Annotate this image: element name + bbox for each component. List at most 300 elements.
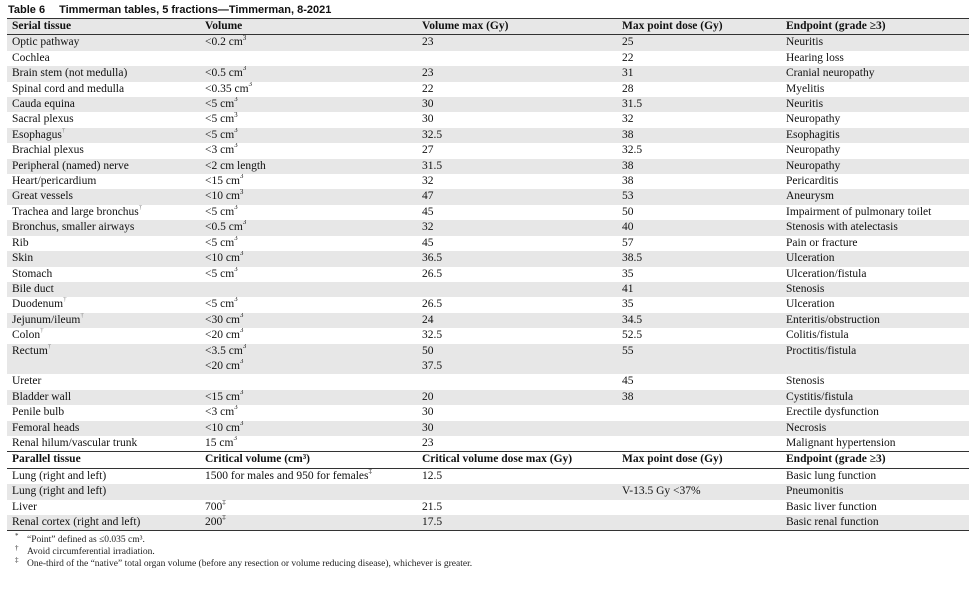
table-cell [417, 515, 617, 531]
superscript: 3 [239, 328, 244, 335]
footnote-text: Avoid circumferential irradiation. [27, 547, 155, 558]
table-cell [417, 236, 617, 251]
column-header-text: Max point dose (Gy) [622, 453, 723, 466]
cell-text: 24 [422, 313, 434, 326]
table-cell [781, 500, 969, 515]
table-title [7, 2, 969, 18]
superscript: † [80, 312, 84, 319]
cell-text: 20 [422, 390, 434, 403]
table-body [7, 19, 969, 531]
table-cell [417, 267, 617, 282]
table-cell [7, 359, 200, 374]
cell-text: Ulceration [786, 298, 835, 311]
table-cell [617, 159, 781, 174]
cell-text: Renal cortex (right and left) [12, 516, 141, 528]
cell-text: 55 [622, 344, 634, 357]
table-cell [200, 128, 417, 143]
table-row [7, 297, 969, 312]
table-row [7, 174, 969, 189]
table-cell [417, 328, 617, 343]
table-cell [781, 97, 969, 112]
dose-constraint-table [7, 18, 969, 531]
cell-text: Basic liver function [786, 500, 877, 513]
cell-text: Neuropathy [786, 113, 841, 126]
cell-text: <5 cm [205, 236, 235, 249]
table-cell [200, 82, 417, 97]
cell-text: 50 [622, 205, 634, 218]
table-cell [781, 35, 969, 51]
cell-text: 17.5 [422, 516, 443, 528]
table-cell [617, 205, 781, 220]
table-cell [781, 328, 969, 343]
cell-text: Rectum [12, 344, 48, 357]
table-cell [781, 205, 969, 220]
superscript: 3 [239, 251, 244, 258]
table-cell [781, 174, 969, 189]
cell-text: <5 cm [205, 267, 235, 280]
cell-text: Erectile dysfunction [786, 406, 879, 419]
superscript: 3 [239, 420, 244, 427]
table-cell [200, 344, 417, 359]
table-cell [617, 174, 781, 189]
table-cell [200, 112, 417, 127]
table-cell [7, 174, 200, 189]
table-cell [781, 251, 969, 266]
table-cell [617, 515, 781, 531]
column-header-text: Parallel tissue [12, 453, 81, 466]
superscript: 3 [234, 112, 238, 119]
cell-text: 38.5 [622, 252, 643, 265]
table-cell [617, 421, 781, 436]
table-row [7, 128, 969, 143]
cell-text: <0.2 cm [205, 36, 243, 49]
table-cell [617, 390, 781, 405]
table-cell [617, 282, 781, 297]
table-cell [200, 189, 417, 204]
column-header-text: Volume max (Gy) [422, 20, 509, 32]
table-cell [417, 359, 617, 374]
cell-text: 32 [622, 113, 634, 126]
table-cell [417, 374, 617, 389]
cell-text: Optic pathway [12, 36, 80, 49]
table-cell [781, 515, 969, 531]
cell-text: 30 [422, 406, 434, 419]
cell-text: Heart/pericardium [12, 175, 97, 188]
cell-text: <10 cm [205, 252, 240, 265]
column-header [617, 452, 781, 468]
superscript: 3 [234, 127, 238, 135]
cell-text: 31.5 [622, 98, 643, 111]
table-cell [781, 390, 969, 405]
cell-text: 25 [622, 36, 634, 49]
cell-text: <0.5 cm [205, 67, 243, 80]
cell-text: Femoral heads [12, 421, 80, 434]
superscript: ‡ [222, 515, 226, 522]
table-cell [617, 128, 781, 143]
cell-text: 41 [622, 282, 634, 295]
cell-text: 38 [622, 128, 634, 141]
cell-text: Renal hilum/vascular trunk [12, 436, 138, 449]
superscript: 3 [239, 389, 244, 396]
cell-text: 30 [422, 421, 434, 434]
cell-text: 32.5 [422, 128, 443, 141]
table-cell [617, 436, 781, 452]
table-row [7, 515, 969, 531]
cell-text: <5 cm [205, 298, 235, 311]
table-cell [781, 267, 969, 282]
table-cell [781, 484, 969, 499]
table-cell [7, 390, 200, 405]
cell-text: 38 [622, 159, 634, 172]
table-cell [781, 143, 969, 158]
cell-text: 22 [422, 82, 434, 95]
table-cell [200, 174, 417, 189]
cell-text: Esophagus [12, 128, 62, 141]
table-cell [7, 220, 200, 235]
cell-text: 23 [422, 67, 434, 80]
table-cell [417, 421, 617, 436]
cell-text: Great vessels [12, 190, 73, 203]
superscript: ‡ [222, 499, 226, 506]
cell-text: Brachial plexus [12, 144, 84, 157]
table-cell [617, 313, 781, 328]
table-cell [617, 143, 781, 158]
table-cell [617, 66, 781, 81]
table-cell [200, 436, 417, 452]
cell-text: 37.5 [422, 359, 443, 372]
table-cell [417, 143, 617, 158]
cell-text: 26.5 [422, 267, 443, 280]
table-cell [617, 112, 781, 127]
superscript: 3 [239, 358, 244, 366]
cell-text: <2 cm length [205, 159, 266, 172]
cell-text: 31 [622, 67, 634, 80]
table-cell [417, 159, 617, 174]
cell-text: Basic renal function [786, 516, 879, 528]
cell-text: Brain stem (not medulla) [12, 67, 128, 80]
superscript: † [138, 204, 143, 212]
table-cell [417, 436, 617, 452]
table-cell [417, 484, 617, 499]
cell-text: Bladder wall [12, 390, 72, 403]
table-title-text: Timmerman tables, 5 fractions—Timmerman, 8-2021 [59, 4, 332, 16]
cell-text: Peripheral (named) nerve [12, 159, 129, 172]
table-cell [200, 251, 417, 266]
cell-text: Lung (right and left) [12, 469, 107, 482]
footnote-text: One-third of the “native” total organ volume (before any resection or volume reducing disease), whichever is greater. [27, 559, 473, 570]
cell-text: <20 cm [205, 359, 240, 372]
cell-text: <30 cm [205, 313, 240, 326]
table-row [7, 220, 969, 235]
cell-text: 28 [622, 82, 634, 95]
cell-text: Hearing loss [786, 51, 844, 64]
cell-text: 32.5 [422, 329, 443, 342]
table-cell [7, 484, 200, 499]
cell-text: 45 [422, 205, 434, 218]
table-cell [617, 220, 781, 235]
table-cell [7, 143, 200, 158]
table-cell [781, 313, 969, 328]
header-row [7, 452, 969, 468]
cell-text: 38 [622, 390, 634, 403]
cell-text: Lung (right and left) [12, 485, 107, 498]
table-cell [781, 297, 969, 312]
superscript: 3 [248, 81, 253, 88]
table-cell [417, 205, 617, 220]
table-row [7, 189, 969, 204]
table-cell [200, 484, 417, 499]
table-row [7, 251, 969, 266]
cell-text: Neuritis [786, 98, 824, 111]
cell-text: Cochlea [12, 51, 50, 64]
cell-text: Enteritis/obstruction [786, 313, 880, 326]
superscript: 3 [242, 343, 247, 350]
table-cell [417, 51, 617, 66]
cell-text: <0.5 cm [205, 221, 243, 234]
cell-text: Spinal cord and medulla [12, 82, 125, 95]
cell-text: Stenosis [786, 282, 825, 295]
cell-text: 57 [622, 236, 634, 249]
cell-text: <15 cm [205, 175, 240, 188]
table-row [7, 97, 969, 112]
table-cell [7, 82, 200, 97]
table-cell [617, 484, 781, 499]
table-cell [617, 251, 781, 266]
table-cell [7, 282, 200, 297]
table-cell [7, 405, 200, 420]
table-cell [417, 66, 617, 81]
superscript: 3 [234, 143, 238, 150]
table-cell [7, 97, 200, 112]
footnotes [7, 534, 969, 570]
table-cell [200, 267, 417, 282]
table-cell [781, 66, 969, 81]
table-cell [7, 112, 200, 127]
table-cell [200, 205, 417, 220]
table-cell [781, 374, 969, 389]
cell-text: <0.35 cm [205, 82, 249, 95]
table-row [7, 405, 969, 420]
cell-text: 32 [422, 221, 434, 234]
cell-text: 53 [622, 190, 634, 203]
table-cell [200, 297, 417, 312]
cell-text: 26.5 [422, 298, 443, 311]
cell-text: 36.5 [422, 252, 443, 265]
cell-text: Cauda equina [12, 98, 75, 111]
table-cell [781, 159, 969, 174]
cell-text: Ulceration/fistula [786, 267, 867, 280]
superscript: 3 [242, 34, 247, 42]
superscript: 3 [234, 266, 238, 273]
table-row [7, 374, 969, 389]
cell-text: Duodenum [12, 298, 64, 311]
table-cell [617, 97, 781, 112]
superscript: 3 [234, 204, 238, 212]
cell-text: Cranial neuropathy [786, 67, 875, 80]
table-cell [617, 35, 781, 51]
cell-text: 22 [622, 51, 634, 64]
table-row [7, 205, 969, 220]
footnote: † Avoid circumferential irradiation. [15, 544, 155, 558]
column-header-text: Serial tissue [12, 20, 72, 32]
table-cell [200, 359, 417, 374]
table-cell [417, 344, 617, 359]
table-cell [417, 297, 617, 312]
cell-text: Stenosis with atelectasis [786, 221, 898, 234]
table-row [7, 112, 969, 127]
cell-text: Trachea and large bronchus [12, 205, 139, 218]
superscript: † [63, 297, 67, 304]
table-figure [7, 2, 969, 570]
table-cell [617, 297, 781, 312]
table-cell [200, 35, 417, 51]
column-header-text: Max point dose (Gy) [622, 20, 723, 32]
table-cell [7, 189, 200, 204]
table-number: Table 6 [8, 4, 46, 16]
cell-text: 30 [422, 113, 434, 126]
table-cell [200, 468, 417, 484]
table-cell [617, 236, 781, 251]
superscript: 3 [234, 97, 238, 104]
table-cell [7, 35, 200, 51]
cell-text: Rib [12, 236, 29, 249]
cell-text: 200 [205, 516, 223, 528]
cell-text: Jejunum/ileum [12, 313, 81, 326]
table-cell [417, 282, 617, 297]
cell-text: Ulceration [786, 252, 835, 265]
table-row-continued [7, 359, 969, 374]
superscript: 3 [234, 297, 238, 304]
table-cell [417, 97, 617, 112]
table-cell [417, 220, 617, 235]
table-cell [200, 405, 417, 420]
table-cell [7, 128, 200, 143]
table-cell [200, 282, 417, 297]
table-cell [781, 236, 969, 251]
cell-text: Neuritis [786, 36, 824, 49]
footnote: * “Point” defined as ≤0.035 cm³. [15, 532, 145, 546]
cell-text: 1500 for males and 950 for females [205, 469, 369, 482]
cell-text: Malignant hypertension [786, 436, 896, 449]
table-cell [200, 500, 417, 515]
table-cell [617, 344, 781, 359]
table-cell [781, 282, 969, 297]
column-header [417, 452, 617, 468]
table-cell [200, 515, 417, 531]
table-cell [200, 220, 417, 235]
table-row [7, 313, 969, 328]
cell-text: 32.5 [622, 144, 643, 157]
table-row [7, 421, 969, 436]
cell-text: Ureter [12, 375, 42, 388]
table-cell [617, 405, 781, 420]
table-cell [200, 97, 417, 112]
column-header [781, 452, 969, 468]
cell-text: Stomach [12, 267, 53, 280]
table-cell [417, 82, 617, 97]
table-cell [200, 374, 417, 389]
superscript: † [47, 343, 52, 350]
table-cell [781, 359, 969, 374]
cell-text: Pneumonitis [786, 485, 844, 498]
table-cell [7, 66, 200, 81]
cell-text: 50 [422, 344, 434, 357]
table-cell [781, 468, 969, 484]
table-cell [417, 390, 617, 405]
cell-text: <10 cm [205, 190, 240, 203]
table-row [7, 344, 969, 359]
table-cell [617, 51, 781, 66]
table-cell [417, 35, 617, 51]
table-cell [200, 51, 417, 66]
header-row [7, 19, 969, 35]
cell-text: 15 cm [205, 436, 234, 449]
table-cell [781, 436, 969, 452]
cell-text: Impairment of pulmonary toilet [786, 205, 932, 218]
cell-text: Myelitis [786, 82, 825, 95]
table-cell [617, 374, 781, 389]
table-row [7, 159, 969, 174]
superscript: 3 [233, 435, 237, 443]
column-header [781, 19, 969, 35]
superscript: 3 [234, 405, 238, 412]
cell-text: Stenosis [786, 375, 825, 388]
column-header [200, 19, 417, 35]
cell-text: <5 cm [205, 98, 235, 111]
table-cell [781, 82, 969, 97]
table-cell [781, 128, 969, 143]
table-row [7, 66, 969, 81]
table-row [7, 390, 969, 405]
cell-text: 700 [205, 500, 223, 513]
cell-text: V-13.5 Gy <37% [622, 485, 701, 498]
cell-text: <3 cm [205, 406, 235, 419]
table-row [7, 328, 969, 343]
cell-text: Basic lung function [786, 469, 877, 482]
superscript: † [61, 127, 66, 135]
cell-text: 23 [422, 36, 434, 49]
table-row [7, 484, 969, 499]
cell-text: Neuropathy [786, 159, 841, 172]
cell-text: Necrosis [786, 421, 827, 434]
superscript: 3 [242, 66, 247, 73]
table-cell [417, 189, 617, 204]
cell-text: Pericarditis [786, 175, 839, 188]
cell-text: <5 cm [205, 128, 235, 141]
table-cell [7, 313, 200, 328]
cell-text: Skin [12, 252, 34, 265]
superscript: 3 [239, 174, 244, 181]
table-cell [7, 421, 200, 436]
cell-text: 38 [622, 175, 634, 188]
column-header-text: Endpoint (grade ≥3) [786, 453, 886, 466]
table-cell [417, 468, 617, 484]
table-row [7, 436, 969, 452]
table-cell [417, 500, 617, 515]
superscript: 3 [242, 220, 247, 227]
table-cell [200, 159, 417, 174]
superscript: 3 [239, 189, 244, 196]
table-cell [781, 405, 969, 420]
cell-text: 45 [622, 375, 634, 388]
table-cell [200, 143, 417, 158]
cell-text: Esophagitis [786, 128, 840, 141]
cell-text: Bronchus, smaller airways [12, 221, 135, 234]
column-header-text: Critical volume (cm³) [205, 453, 310, 466]
table-cell [7, 468, 200, 484]
cell-text: 52.5 [622, 329, 643, 342]
table-cell [781, 189, 969, 204]
